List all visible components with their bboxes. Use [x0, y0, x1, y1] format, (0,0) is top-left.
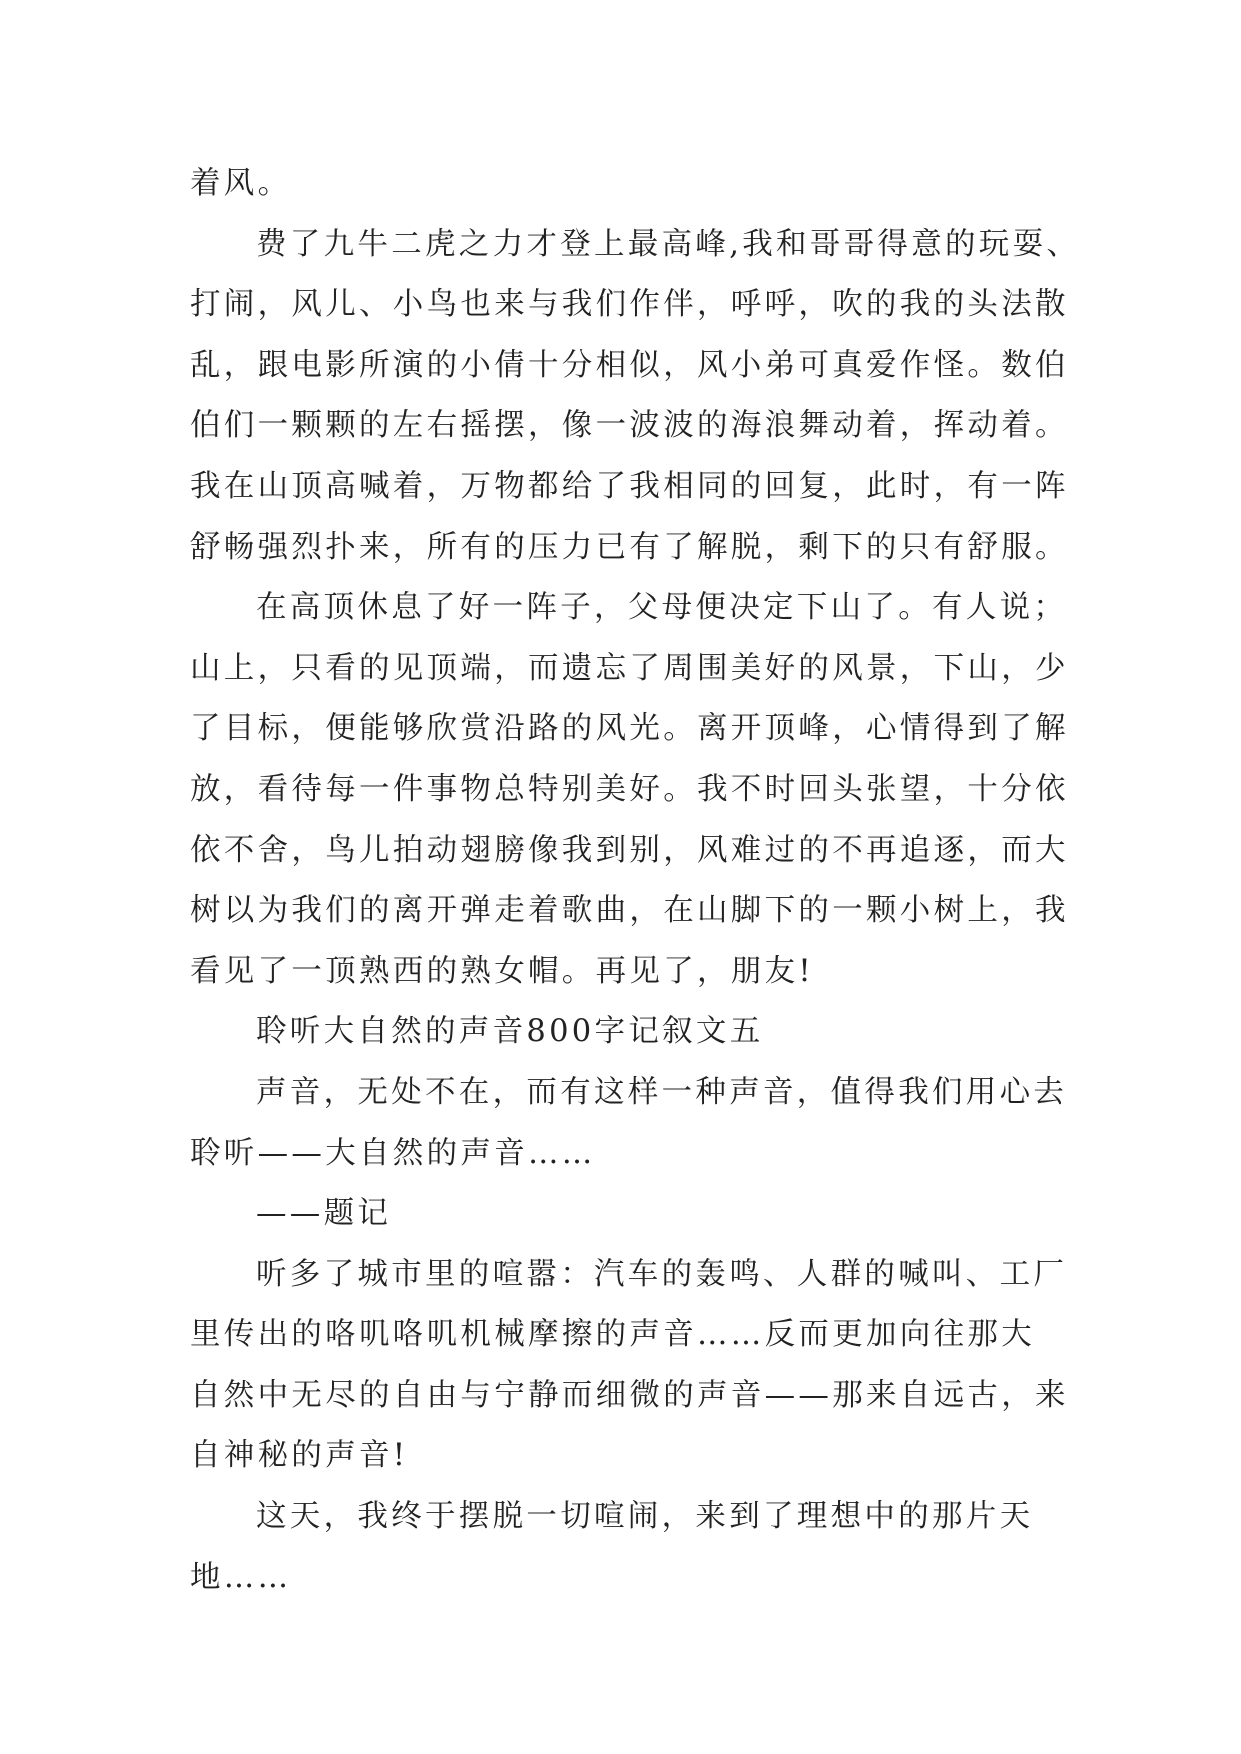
text-line: 费了九牛二虎之力才登上最高峰,我和哥哥得意的玩耍、 [256, 226, 1081, 262]
text-line: 自然中无尽的自由与宁静而细微的声音——那来自远古，来 [190, 1377, 1069, 1413]
text-line: 山上，只看的见顶端，而遗忘了周围美好的风景，下山，少 [190, 650, 1069, 686]
text-line: 地…… [190, 1559, 292, 1595]
text-line: 乱，跟电影所演的小倩十分相似，风小弟可真爱作怪。数伯 [190, 347, 1069, 383]
text-line: 舒畅强烈扑来，所有的压力已有了解脱，剩下的只有舒服。 [190, 529, 1069, 565]
text-line: 着风。 [190, 166, 292, 201]
text-line: 树以为我们的离开弹走着歌曲，在山脚下的一颗小树上，我 [190, 893, 1069, 929]
text-line: 聆听大自然的声音800字记叙文五 [256, 1014, 764, 1050]
text-line: 我在山顶高喊着，万物都给了我相同的回复，此时，有一阵 [190, 468, 1069, 504]
text-line: ——题记 [256, 1196, 392, 1232]
text-line: 打闹，风儿、小鸟也来与我们作伴，呼呼，吹的我的头法散 [190, 287, 1069, 323]
text-line: 聆听——大自然的声音…… [190, 1135, 596, 1171]
text-line: 了目标，便能够欣赏沿路的风光。离开顶峰，心情得到了解 [190, 711, 1069, 747]
text-line: 伯们一颗颗的左右摇摆，像一波波的海浪舞动着，挥动着。 [190, 408, 1069, 444]
text-line: 放，看待每一件事物总特别美好。我不时回头张望，十分依 [190, 771, 1069, 807]
text-line: 听多了城市里的喧嚣：汽车的轰鸣、人群的喊叫、工厂 [256, 1256, 1068, 1292]
text-line: 里传出的咯叽咯叽机械摩擦的声音……反而更加向往那大 [190, 1317, 1035, 1353]
text-line: 看见了一顶熟西的熟女帽。再见了，朋友! [190, 953, 814, 989]
text-line: 声音，无处不在，而有这样一种声音，值得我们用心去 [256, 1074, 1068, 1110]
document-body [190, 154, 1081, 1608]
text-line: 这天，我终于摆脱一切喧闹，来到了理想中的那片天 [256, 1499, 1034, 1535]
text-line: 在高顶休息了好一阵子，父母便决定下山了。有人说； [256, 590, 1068, 626]
text-line: 自神秘的声音! [190, 1438, 409, 1474]
text-line: 依不舍，鸟儿拍动翅膀像我到别，风难过的不再追逐，而大 [190, 832, 1069, 868]
